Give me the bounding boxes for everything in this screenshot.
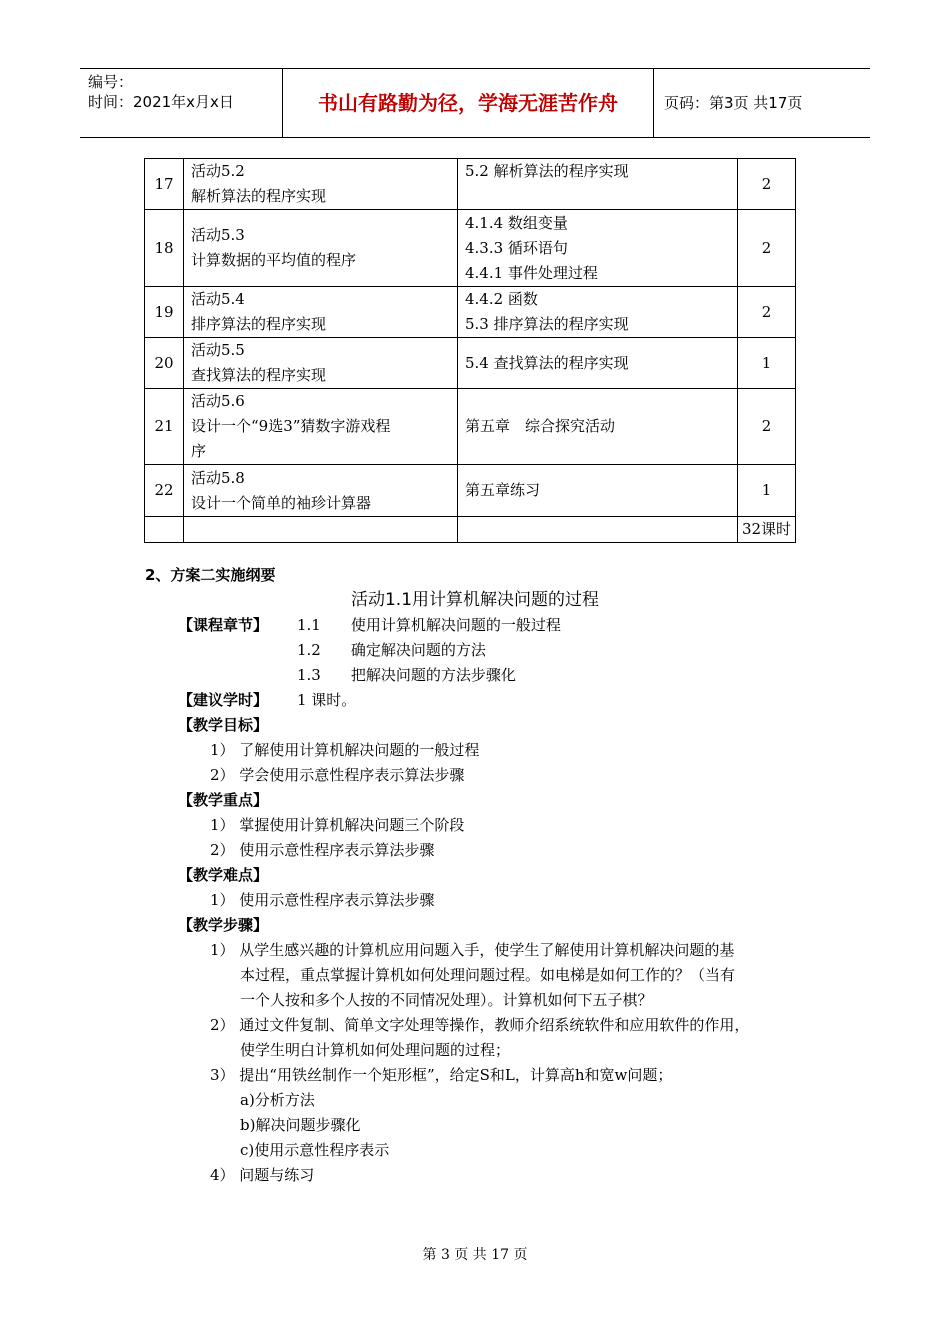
table-row xyxy=(145,210,796,287)
step-line: 本过程，重点掌握计算机如何处理问题过程。如电梯是如何工作的？（当有 xyxy=(240,966,736,984)
activity-line: 排序算法的程序实现 xyxy=(191,315,327,333)
row-number: 17 xyxy=(145,159,184,210)
header-motto: 书山有路勤为径，学海无涯苦作舟 xyxy=(283,69,654,137)
row-activity xyxy=(184,159,458,210)
total-empty-cell xyxy=(184,517,458,543)
step-line: 4） 问题与练习 xyxy=(210,1166,315,1184)
row-hours: 2 xyxy=(738,287,796,338)
step-sub-item: c)使用示意性程序表示 xyxy=(240,1141,390,1159)
row-activity xyxy=(184,338,458,389)
section-line: 4.3.3 循环语句 xyxy=(465,238,568,257)
hours-value: 1 课时。 xyxy=(297,691,357,709)
header-page: 页码：第3页 共17页 xyxy=(664,94,803,112)
section-line: 5.4 查找算法的程序实现 xyxy=(465,353,629,372)
chapter-item: 1.3 把解决问题的方法步骤化 xyxy=(297,666,516,684)
step-line: 1） 从学生感兴趣的计算机应用问题入手，使学生了解使用计算机解决问题的基 xyxy=(210,941,735,959)
table-row xyxy=(145,465,796,517)
row-activity xyxy=(184,389,458,465)
table-row xyxy=(145,389,796,465)
row-sections xyxy=(458,287,738,338)
section-line: 4.4.1 事件处理过程 xyxy=(465,263,598,282)
activity-line: 计算数据的平均值的程序 xyxy=(191,251,357,269)
schedule-table xyxy=(144,158,796,543)
header-meta xyxy=(80,69,283,137)
activity-line: 设计一个简单的袖珍计算器 xyxy=(191,493,372,512)
table-row xyxy=(145,338,796,389)
keypoint-item: 2） 使用示意性程序表示算法步骤 xyxy=(210,841,435,859)
chapter-item: 1.2 确定解决问题的方法 xyxy=(297,641,486,659)
activity-line: 活动5.5 xyxy=(191,341,245,359)
row-sections xyxy=(458,338,738,389)
row-number: 19 xyxy=(145,287,184,338)
row-number: 21 xyxy=(145,389,184,465)
keypoints-label: 【教学重点】 xyxy=(178,791,269,809)
step-sub-item: a)分析方法 xyxy=(240,1091,315,1109)
activity-line: 活动5.3 xyxy=(191,226,245,244)
activity-line: 查找算法的程序实现 xyxy=(191,366,327,384)
goals-label: 【教学目标】 xyxy=(178,716,269,734)
row-sections xyxy=(458,210,738,287)
section-line: 5.3 排序算法的程序实现 xyxy=(465,315,629,333)
section-line: 第五章练习 xyxy=(465,481,541,499)
step-sub-item: b)解决问题步骤化 xyxy=(240,1116,361,1134)
page-footer: 第 3 页 共 17 页 xyxy=(422,1247,528,1263)
row-sections xyxy=(458,159,738,210)
header-time: 时间：2021年x月x日 xyxy=(88,93,234,111)
activity-line: 序 xyxy=(191,442,207,460)
table-total-row xyxy=(145,517,796,543)
difficulty-item: 1） 使用示意性程序表示算法步骤 xyxy=(210,891,435,909)
header-number: 编号： xyxy=(88,73,134,91)
activity-title: 活动1.1用计算机解决问题的过程 xyxy=(350,590,600,610)
goal-item: 2） 学会使用示意性程序表示算法步骤 xyxy=(210,766,465,784)
row-hours: 2 xyxy=(738,159,796,210)
row-hours: 1 xyxy=(738,338,796,389)
row-hours: 2 xyxy=(738,210,796,287)
activity-line: 活动5.4 xyxy=(191,290,245,308)
keypoint-item: 1） 掌握使用计算机解决问题三个阶段 xyxy=(210,816,465,834)
row-sections xyxy=(458,465,738,517)
row-activity xyxy=(184,287,458,338)
row-hours: 1 xyxy=(738,465,796,517)
step-line: 使学生明白计算机如何处理问题的过程； xyxy=(240,1041,511,1059)
activity-line: 活动5.8 xyxy=(191,468,245,487)
row-hours: 2 xyxy=(738,389,796,465)
table-row xyxy=(145,159,796,210)
row-activity xyxy=(184,210,458,287)
step-line: 2） 通过文件复制、简单文字处理等操作，教师介绍系统软件和应用软件的作用， xyxy=(210,1016,750,1034)
difficulty-label: 【教学难点】 xyxy=(178,866,269,884)
chapter-item: 1.1 使用计算机解决问题的一般过程 xyxy=(297,616,561,634)
total-empty-cell xyxy=(458,517,738,543)
row-number: 22 xyxy=(145,465,184,517)
table-row xyxy=(145,287,796,338)
section-line: 4.1.4 数组变量 xyxy=(465,213,568,232)
chapter-label: 【课程章节】 xyxy=(178,616,269,634)
step-line: 一个人按和多个人按的不同情况处理）。计算机如何下五子棋？ xyxy=(240,991,653,1009)
row-number: 20 xyxy=(145,338,184,389)
activity-line: 设计一个“9选3”猜数字游戏程 xyxy=(191,417,391,435)
hours-label: 【建议学时】 xyxy=(178,691,269,709)
section-line: 4.4.2 函数 xyxy=(465,290,538,308)
section-heading: 2、方案二实施纲要 xyxy=(145,566,276,584)
section-line: 5.2 解析算法的程序实现 xyxy=(465,162,629,180)
total-hours: 32课时 xyxy=(738,517,796,543)
step-line: 3） 提出“用铁丝制作一个矩形框”，给定S和L，计算高h和宽w问题； xyxy=(210,1066,673,1084)
activity-line: 活动5.2 xyxy=(191,162,245,180)
row-sections xyxy=(458,389,738,465)
page-header xyxy=(80,68,870,138)
total-empty-cell xyxy=(145,517,184,543)
row-number: 18 xyxy=(145,210,184,287)
section-line: 第五章 综合探究活动 xyxy=(465,417,616,435)
goal-item: 1） 了解使用计算机解决问题的一般过程 xyxy=(210,741,480,759)
row-activity xyxy=(184,465,458,517)
activity-line: 解析算法的程序实现 xyxy=(191,187,327,205)
activity-line: 活动5.6 xyxy=(191,392,245,410)
steps-label: 【教学步骤】 xyxy=(178,916,269,934)
